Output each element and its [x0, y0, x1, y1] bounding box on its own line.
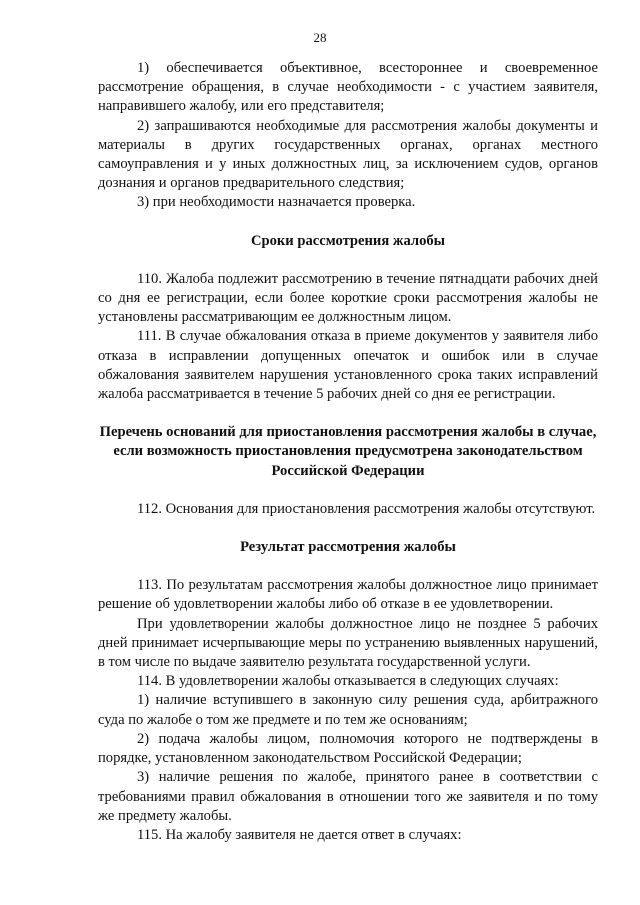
paragraph-item-1: 1) обеспечивается объективное, всестороннее и своевременное рассмотрение обращения, в случае необходимости - с участием заявителя, направившего жалобу, или его представителя;	[98, 60, 598, 115]
paragraph-111: 111. В случае обжалования отказа в приеме документов у заявителя либо отказа в исправлении допущенных опечаток и ошибок или в случае обжалования заявителем нарушения установленного срока таких исправлений жалоба рассматривается в течение 5 рабочих дней со дня ее регистрации.	[98, 328, 598, 403]
section-heading-review-terms: Сроки рассмотрения жалобы	[250, 232, 446, 249]
paragraph-114: 114. В удовлетворении жалобы отказывается в следующих случаях:	[137, 673, 559, 690]
paragraph-115: 115. На жалобу заявителя не дается ответ в случаях:	[137, 826, 462, 843]
paragraph-110: 110. Жалоба подлежит рассмотрению в течение пятнадцати рабочих дней со дня ее регистрации, если более короткие сроки рассмотрения жалобы не установлены рассматривающим ее должностным лицом.	[98, 270, 598, 326]
paragraph-item-3: 3) при необходимости назначается проверка.	[137, 194, 416, 211]
section-heading-review-result: Результат рассмотрения жалобы	[240, 539, 456, 556]
paragraph-114-item-3: 3) наличие решения по жалобе, принятого ранее в соответствии с требованиями правил обжалования в отношении того же заявителя и по тому же предмету жалобы.	[98, 769, 598, 824]
paragraph-113-continued: При удовлетворении жалобы должностное лицо не позднее 5 рабочих дней принимает исчерпывающие меры по устранению выявленных нарушений, в том числе по выдаче заявителю результата государственной услуги.	[98, 615, 598, 671]
paragraph-114-item-1: 1) наличие вступившего в законную силу решения суда, арбитражного суда по жалобе о том же предмете и по тем же основаниям;	[98, 692, 598, 728]
paragraph-112: 112. Основания для приостановления рассмотрения жалобы отсутствуют.	[137, 500, 596, 517]
paragraph-113: 113. По результатам рассмотрения жалобы должностное лицо принимает решение об удовлетворении жалобы либо об отказе в ее удовлетворении.	[98, 577, 598, 613]
section-heading-suspension-grounds: Перечень оснований для приостановления рассмотрения жалобы в случае, если возможность приостановления предусмотрена законодательством Российской Федерации	[99, 424, 597, 479]
page-number: 28	[313, 30, 327, 45]
paragraph-item-2: 2) запрашиваются необходимые для рассмотрения жалобы документы и материалы в других государственных органах, органах местного самоуправления и у иных должностных лиц, за исключением судов, органов дознания и органов предварительного следствия;	[98, 117, 598, 192]
document-body	[98, 59, 598, 845]
paragraph-114-item-2: 2) подача жалобы лицом, полномочия которого не подтверждены в порядке, установленном законодательством Российской Федерации;	[98, 730, 598, 767]
